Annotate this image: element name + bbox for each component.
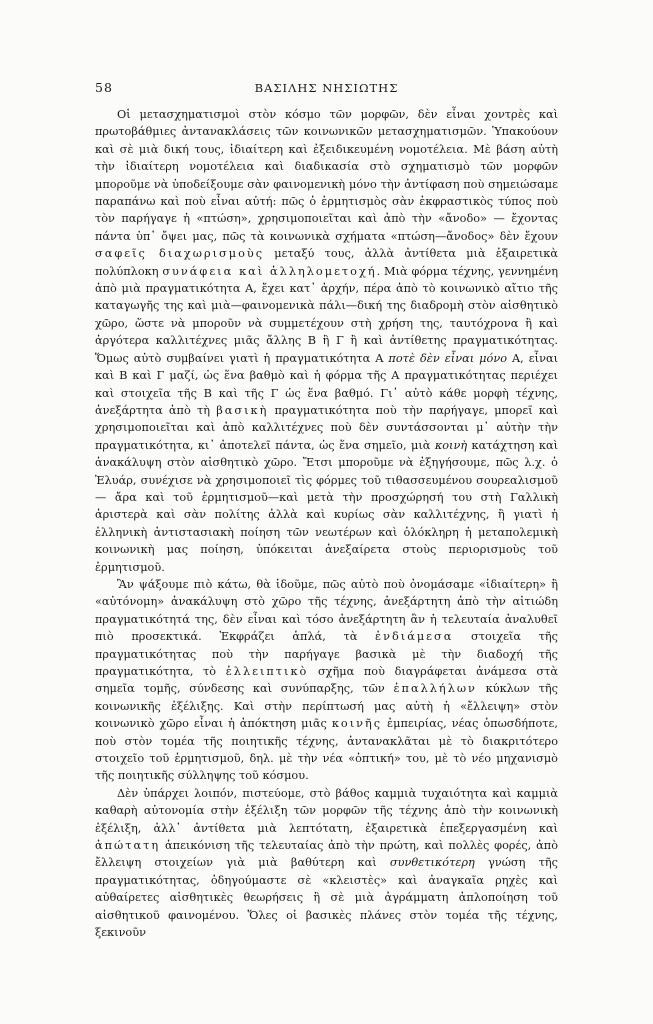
spaced-emphasis: ἐπαλλήλων [393,682,477,696]
text-run: Α, εἶναι καὶ Β καὶ Γ μαζί, ὡς ἕνα βαθμὸ καὶ ἡ φόρμα τῆς Α πραγματικότητας περιέχει καὶ στοιχεῖα τῆς Β καὶ τῆς Γ ὡς ἕνα βαθμό. Γι᾽ αὐτὸ κάθε μορφὴ τέχνης, ἀνεξάρτητα ἀπὸ τὴ [95,351,559,417]
text-run: πραγματικότητα ποὺ τὴν παρήγαγε, μπορεῖ καὶ χρησιμοποιεῖται καὶ ἀπὸ καλλιτέχνες ποὺ δὲν συντάσσονται μ᾽ αὐτὴν τὴν πραγματικότητα, κι᾽ ἀποτελεῖ πάντα, ὡς ἕνα σημεῖο, μιὰ [95,403,558,452]
paragraph [95,576,558,785]
text-run: γνώση τῆς πραγματικότητας, ὁδηγούμαστε σὲ «κλειστὲς» καὶ ἀναγκαῖα ρηχὲς καὶ αὐθαίρετες αἰσθητικὲς θεωρήσεις ἢ σὲ μιὰ ἀγράμματη ἁπλοποίηση τοῦ αἰσθητικοῦ φαινομένου. Ὅλες οἱ βασικὲς πλάνες στὸν τομέα τῆς τέχνης, ξεκινοῦν [95,856,558,940]
body-text [95,106,558,942]
spaced-emphasis: ἀπώτατη [95,839,161,853]
text-run: σχῆμα ποὺ διαγράφεται ἀνάμεσα στὰ σημεῖα τομῆς, σύνδεσης καὶ συνύπαρξης, τῶν [95,665,558,696]
text-run: στοιχεῖα τῆς πραγματικότητας ποὺ τὴν παρήγαγε βασικὰ μὲ τὴν διαδοχή τῆς πραγματικότητα, τὸ [95,630,559,678]
text-run: . Μιὰ φόρμα τέχνης, γεννημένη ἀπὸ μιὰ πραγματικότητα Α, ἔχει κατ᾽ ἀρχήν, πέρα ἀπὸ τὸ κοινωνικὸ αἴτιο τῆς καταγωγῆς της καὶ μιὰ—φαινομενικὰ πάλι—δική της διαδρομὴ στὸν αἰσθητικὸ χῶρο, ὥστε νὰ μποροῦν νὰ συμμετέχουν στὴ χρήση της, ταυτόχρονα ἢ καὶ ἀργότερα καλλιτέχνες μιᾶς ἄλλης Β ἢ Γ ἢ καὶ ἀντίθετης πραγματικότητας. Ὅμως αὐτὸ συμβαίνει γιατὶ ἡ πραγματικότητα Α [95,264,558,365]
text-run: ἐμπειρίας, νέας ὁπωσδήποτε, ποὺ στὸν τομέα τῆς ποιητικῆς τέχνης, ἀντανακλᾶται μὲ τὸ διακριτότερο στοιχεῖο τοῦ ἑρμητισμοῦ, δηλ. μὲ τὴν νέα «ὀπτική» του, μὲ τὸ νέο μηχανισμὸ τῆς ποιητικῆς σύλληψης τοῦ κόσμου. [95,717,558,783]
text-run: ἀπεικόνιση τῆς τελευταίας ἀπὸ τὴν πρώτη, καὶ πολλὲς φορές, ἀπὸ ἔλλειψη στοιχείων γιὰ μιὰ βαθύτερη καὶ [95,839,558,870]
text-run: Ἂν ψάξουμε πιὸ κάτω, θὰ ἰδοῦμε, πῶς αὐτὸ ποὺ ὀνομάσαμε «ἰδιαίτερη» ἢ «αὐτόνομη» ἀνακάλυψη στὸ χῶρο τῆς τέχνης, ἀνεξάρτητη ἀπὸ τὴν αἰτιώδη πραγματικότητά της, δὲν εἶναι καὶ τόσο ἀνεξάρτητη ἂν ἡ τελευταία ἀναλυθεῖ πιὸ προσεκτικά. Ἐκφράζει ἁπλά, τὰ [95,577,558,644]
text-run: Δὲν ὑπάρχει λοιπόν, πιστεύομε, στὸ βάθος καμμιὰ τυχαιότητα καὶ καμμιὰ καθαρὴ αὐτονομία στὴν ἐξέλιξη τῶν μορφῶν τῆς τέχνης ἀπὸ τὴν κοινωνικὴ ἐξέλιξη, ἀλλ᾽ ἀντίθετα μιὰ λεπτότατη, ἐξαιρετικὰ ἐπεξεργασμένη καὶ [95,786,558,835]
text-run: κύκλων τῆς κοινωνικῆς ἐξέλιξης. Καὶ στὴν περίπτωσή μας αὐτὴ ἡ «ἔλλειψη» στὸν κοινωνικὸ χῶρο εἶναι ἡ ἀπόκτηση μιᾶς [95,682,558,731]
spaced-emphasis: βασικὴ [216,403,269,417]
page-header [95,80,558,100]
spaced-emphasis: ἐνδιάμεσα [375,630,454,644]
italic-text: κοινὴ [434,438,468,452]
page-number: 58 [95,80,113,95]
spaced-emphasis: συνάφεια καὶ ἀλληλομετοχή [162,264,377,278]
spaced-emphasis: κοινῆς [331,717,383,731]
italic-text: ποτὲ δὲν εἶναι μόνο [388,351,507,365]
italic-text: συνθετικότερη [389,856,475,870]
paragraph [95,106,558,576]
spaced-emphasis: ἐλλειπτικὸ [225,665,309,678]
paragraph [95,785,558,942]
text-run: μεταξύ τους, ἀλλὰ ἀντίθετα μιὰ ἐξαιρετικὰ πολύπλοκη [95,247,558,278]
text-run: Οἱ μετασχηματισμοὶ στὸν κόσμο τῶν μορφῶν, δὲν εἶναι χοντρὲς καὶ πρωτοβάθμιες ἀντανακλάσεις τῶν κοινωνικῶν μετασχηματισμῶν. Ὑπακούουν καὶ σὲ μιὰ δική τους, ἰδιαίτερη καὶ ἐξειδικευμένη νομοτέλεια. Μὲ βάση αὐτὴ τὴν ἰδιαίτερη νομοτέλεια καὶ διαδικασία στὸ σχηματισμὸ τῶν μορφῶν μποροῦμε νὰ ὑποδείξουμε σὰν φαινομενικὴ μόνο τὴν ἀντίφαση ποὺ σημειώσαμε παραπάνω καὶ ποὺ εἶναι αὐτή: πῶς ὁ ἑρμητισμὸς σὰν ἐκφραστικὸς τύπος ποὺ τὸν παρήγαγε ἡ «πτώση», χρησιμοποιεῖται καὶ ἀπὸ τὴν «ἄνοδο» — ἔχοντας πάντα ὑπ᾽ ὄψει μας, πῶς τὰ κοινωνικὰ σχήματα «πτώση—ἄνοδος» δὲν ἔχουν [95,108,558,243]
running-title: ΒΑΣΙΛΗΣ ΝΗΣΙΩΤΗΣ [254,81,399,95]
text-run: κατάχτηση καὶ ἀνακάλυψη στὸν αἰσθητικὸ χῶρο. Ἔτσι μποροῦμε νὰ ἐξηγήσουμε, πῶς λ.χ. ὁ Ἐλυάρ, συνέχισε νὰ χρησιμοποιεῖ τὶς φόρμες τοῦ τιθασσευμένου σουρεαλισμοῦ — ἄρα καὶ τοῦ ἑρμητισμοῦ—καὶ μετὰ τὴν προσχώρησή του στὴ Γαλλικὴ ἀριστερὰ καὶ σὰν πολίτης ἀλλὰ καὶ κυρίως σὰν καλλιτέχνης, ἢ γιατὶ ἡ ἑλληνικὴ ἀντιστασιακὴ ποίηση τῶν νεωτέρων καὶ ὁλόκληρη ἡ μεταπολεμικὴ κοινωνικὴ μας ποίηση, ὑπόκειται ἀνεξαίρετα στοὺς περιορισμοὺς τοῦ ἑρμητισμοῦ. [95,438,559,574]
spaced-emphasis: σαφεῖς διαχωρισμοὺς [95,247,265,261]
